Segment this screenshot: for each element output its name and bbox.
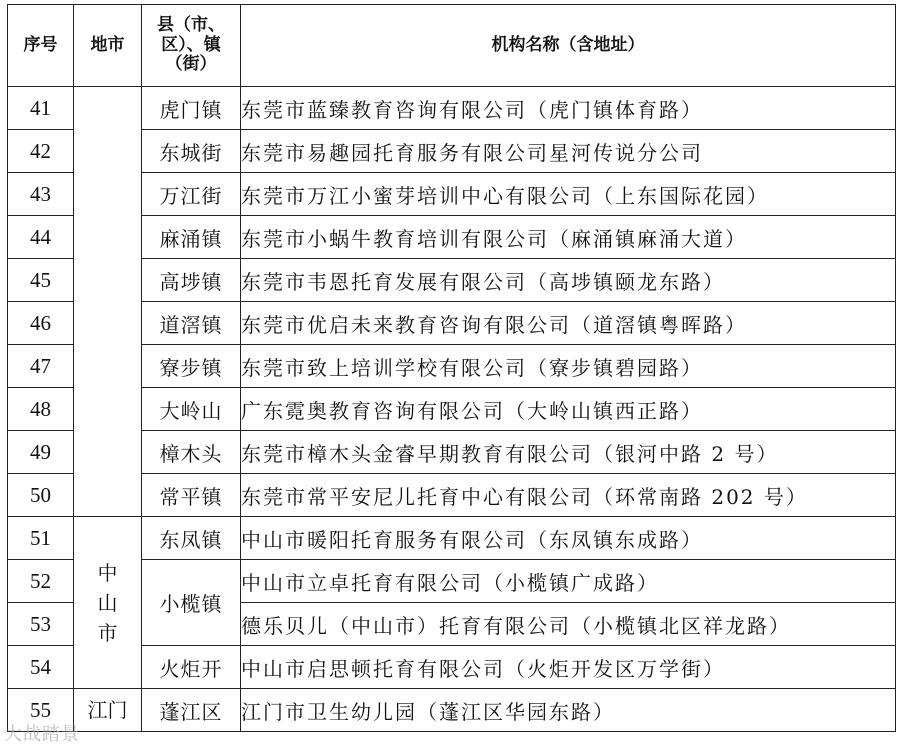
org-cell: 东莞市蓝臻教育咨询有限公司（虎门镇体育路）: [241, 87, 896, 130]
seq-cell: 50: [8, 474, 74, 517]
city-cell-dongguan: [74, 87, 142, 517]
institution-table: [7, 4, 896, 732]
seq-cell: 49: [8, 431, 74, 474]
seq-cell: 41: [8, 87, 74, 130]
county-cell: 蓬江区: [142, 689, 241, 732]
table-row: [8, 431, 896, 474]
county-cell: 高埗镇: [142, 259, 241, 302]
county-cell: 虎门镇: [142, 87, 241, 130]
org-cell: 中山市暖阳托育服务有限公司（东凤镇东成路）: [241, 517, 896, 560]
table-row: [8, 560, 896, 603]
header-org: 机构名称（含地址）: [241, 5, 896, 87]
seq-cell: 44: [8, 216, 74, 259]
seq-cell: 47: [8, 345, 74, 388]
seq-cell: 54: [8, 646, 74, 689]
watermark: 大战踏景: [4, 724, 80, 745]
org-cell: 广东霓奥教育咨询有限公司（大岭山镇西正路）: [241, 388, 896, 431]
seq-cell: 53: [8, 603, 74, 646]
org-cell: 东莞市常平安尼儿托育中心有限公司（环常南路 202 号）: [241, 474, 896, 517]
table-row: [8, 130, 896, 173]
city-cell-zhongshan: [74, 517, 142, 689]
seq-cell: 43: [8, 173, 74, 216]
header-seq: 序号: [8, 5, 74, 87]
table-row: [8, 474, 896, 517]
county-cell: 樟木头: [142, 431, 241, 474]
county-cell: 东城街: [142, 130, 241, 173]
table-row: [8, 646, 896, 689]
org-cell: 东莞市致上培训学校有限公司（寮步镇碧园路）: [241, 345, 896, 388]
table-row: [8, 87, 896, 130]
county-cell: 道滘镇: [142, 302, 241, 345]
seq-cell: 52: [8, 560, 74, 603]
table-row: [8, 689, 896, 732]
header-city: 地市: [74, 5, 142, 87]
table-row: [8, 388, 896, 431]
city-cell-jiangmen: 江门: [74, 689, 142, 732]
org-cell: 东莞市樟木头金睿早期教育有限公司（银河中路 2 号）: [241, 431, 896, 474]
seq-cell: 46: [8, 302, 74, 345]
table-row: [8, 259, 896, 302]
table-row: [8, 345, 896, 388]
org-cell: 中山市立卓托育有限公司（小榄镇广成路）: [241, 560, 896, 603]
table-row: [8, 302, 896, 345]
county-cell: 万江街: [142, 173, 241, 216]
org-cell: 中山市启思顿托育有限公司（火炬开发区万学街）: [241, 646, 896, 689]
table-row: [8, 173, 896, 216]
org-cell: 东莞市万江小蜜芽培训中心有限公司（上东国际花园）: [241, 173, 896, 216]
org-cell: 东莞市韦恩托育发展有限公司（高埗镇颐龙东路）: [241, 259, 896, 302]
county-cell: 寮步镇: [142, 345, 241, 388]
county-cell: 麻涌镇: [142, 216, 241, 259]
county-cell: 小榄镇: [142, 560, 241, 646]
table-header-row: [8, 5, 896, 87]
table-row: [8, 517, 896, 560]
table-row: [8, 216, 896, 259]
org-cell: 德乐贝儿（中山市）托育有限公司（小榄镇北区祥龙路）: [241, 603, 896, 646]
header-county: 县（市、区）、镇（街）: [142, 5, 241, 87]
county-cell: 东凤镇: [142, 517, 241, 560]
org-cell: 江门市卫生幼儿园（蓬江区华园东路）: [241, 689, 896, 732]
org-cell: 东莞市优启未来教育咨询有限公司（道滘镇粤晖路）: [241, 302, 896, 345]
seq-cell: 42: [8, 130, 74, 173]
org-cell: 东莞市易趣园托育服务有限公司星河传说分公司: [241, 130, 896, 173]
seq-cell: 48: [8, 388, 74, 431]
city-label: 中山市: [97, 560, 118, 645]
seq-cell: 51: [8, 517, 74, 560]
county-cell: 火炬开: [142, 646, 241, 689]
seq-cell: 45: [8, 259, 74, 302]
county-cell: 常平镇: [142, 474, 241, 517]
seq-cell: 55: [8, 689, 74, 732]
org-cell: 东莞市小蜗牛教育培训有限公司（麻涌镇麻涌大道）: [241, 216, 896, 259]
county-cell: 大岭山: [142, 388, 241, 431]
